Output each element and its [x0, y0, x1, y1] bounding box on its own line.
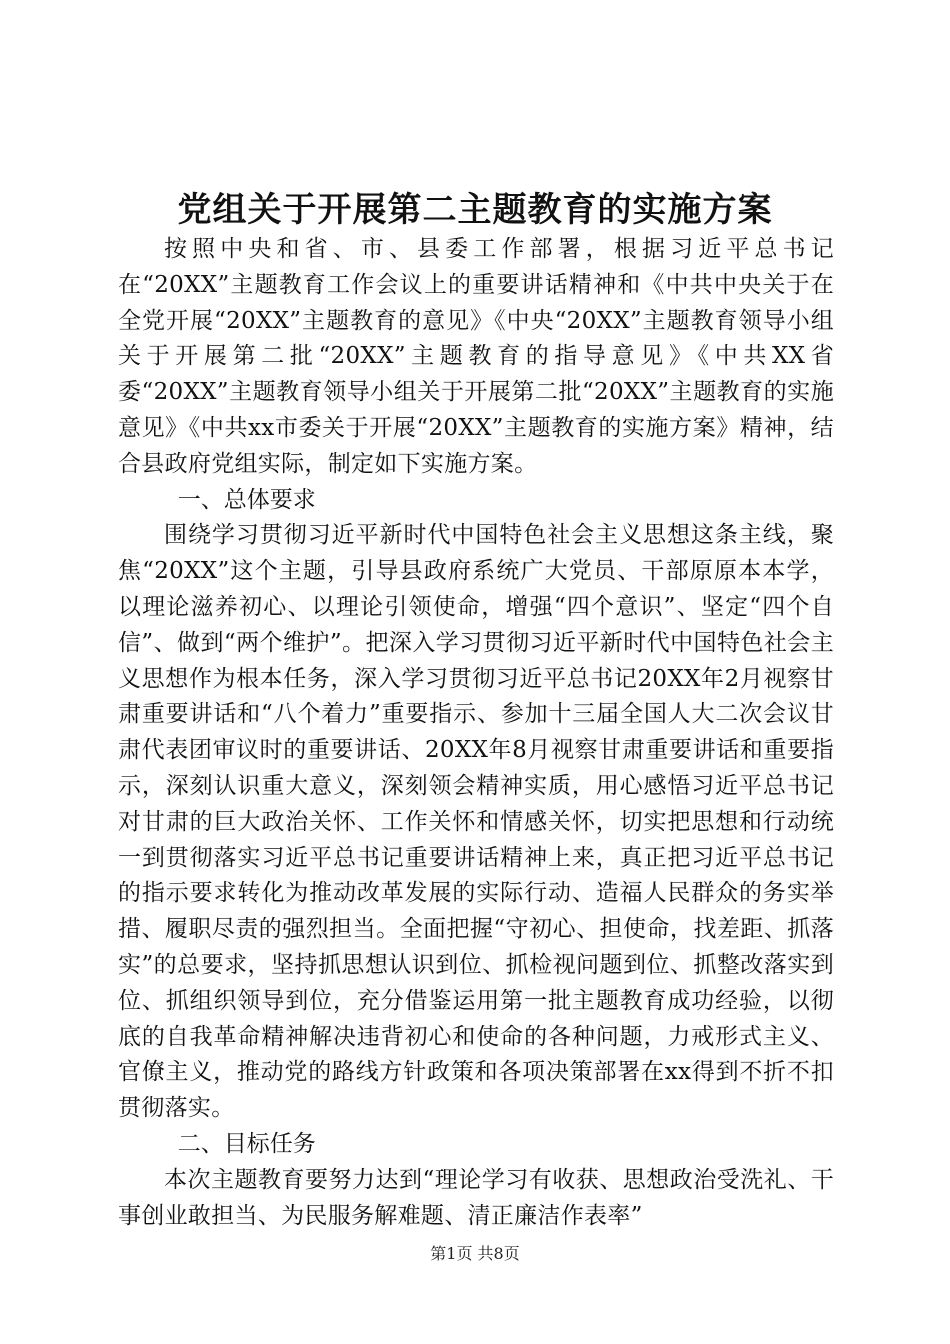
intro-paragraph: 按照中央和省、市、县委工作部署，根据习近平总书记在“20XX”主题教育工作会议上的重要讲话精神和《中共中央关于在全党开展“20XX”主题教育的意见》《中央“20XX”主题教育领导小组关于开展第二批“20XX”主题教育的指导意见》《中共XX省委“20XX”主题教育领导小组关于开展第二批“20XX”主题教育的实施意见》《中共xx市委关于开展“20XX”主题教育的实施方案》精神，结合县政府党组实际，制定如下实施方案。: [118, 236, 834, 477]
goals-tasks-paragraph: 本次主题教育要努力达到“理论学习有收获、思想政治受洗礼、干事创业敢担当、为民服务解难题、清正廉洁作表率”: [118, 1166, 834, 1229]
section-heading-general-requirements: 一、总体要求: [177, 486, 316, 513]
page-number-footer: 第1页 共8页: [430, 1244, 520, 1263]
general-requirements-paragraph: 围绕学习贯彻习近平新时代中国特色社会主义思想这条主线，聚焦“20XX”这个主题，引导县政府系统广大党员、干部原原本本学，以理论滋养初心、以理论引领使命，增强“四个意识”、坚定“四个自信”、做到“两个维护”。把深入学习贯彻习近平新时代中国特色社会主义思想作为根本任务，深入学习贯彻习近平总书记20XX年2月视察甘肃重要讲话和“八个着力”重要指示、参加十三届全国人大二次会议甘肃代表团审议时的重要讲话、20XX年8月视察甘肃重要讲话和重要指示，深刻认识重大意义，深刻领会精神实质，用心感悟习近平总书记对甘肃的巨大政治关怀、工作关怀和情感关怀，切实把思想和行动统一到贯彻落实习近平总书记重要讲话精神上来，真正把习近平总书记的指示要求转化为推动改革发展的实际行动、造福人民群众的务实举措、履职尽责的强烈担当。全面把握“守初心、担使命，找差距、抓落实”的总要求，坚持抓思想认识到位、抓检视问题到位、抓整改落实到位、抓组织领导到位，充分借鉴运用第一批主题教育成功经验，以彻底的自我革命精神解决违背初心和使命的各种问题，力戒形式主义、官僚主义，推动党的路线方针政策和各项决策部署在xx得到不折不扣贯彻落实。: [118, 522, 834, 1122]
document-title: 党组关于开展第二主题教育的实施方案: [177, 190, 773, 230]
document-body: [118, 232, 834, 1234]
section-heading-goals-tasks: 二、目标任务: [177, 1130, 316, 1157]
